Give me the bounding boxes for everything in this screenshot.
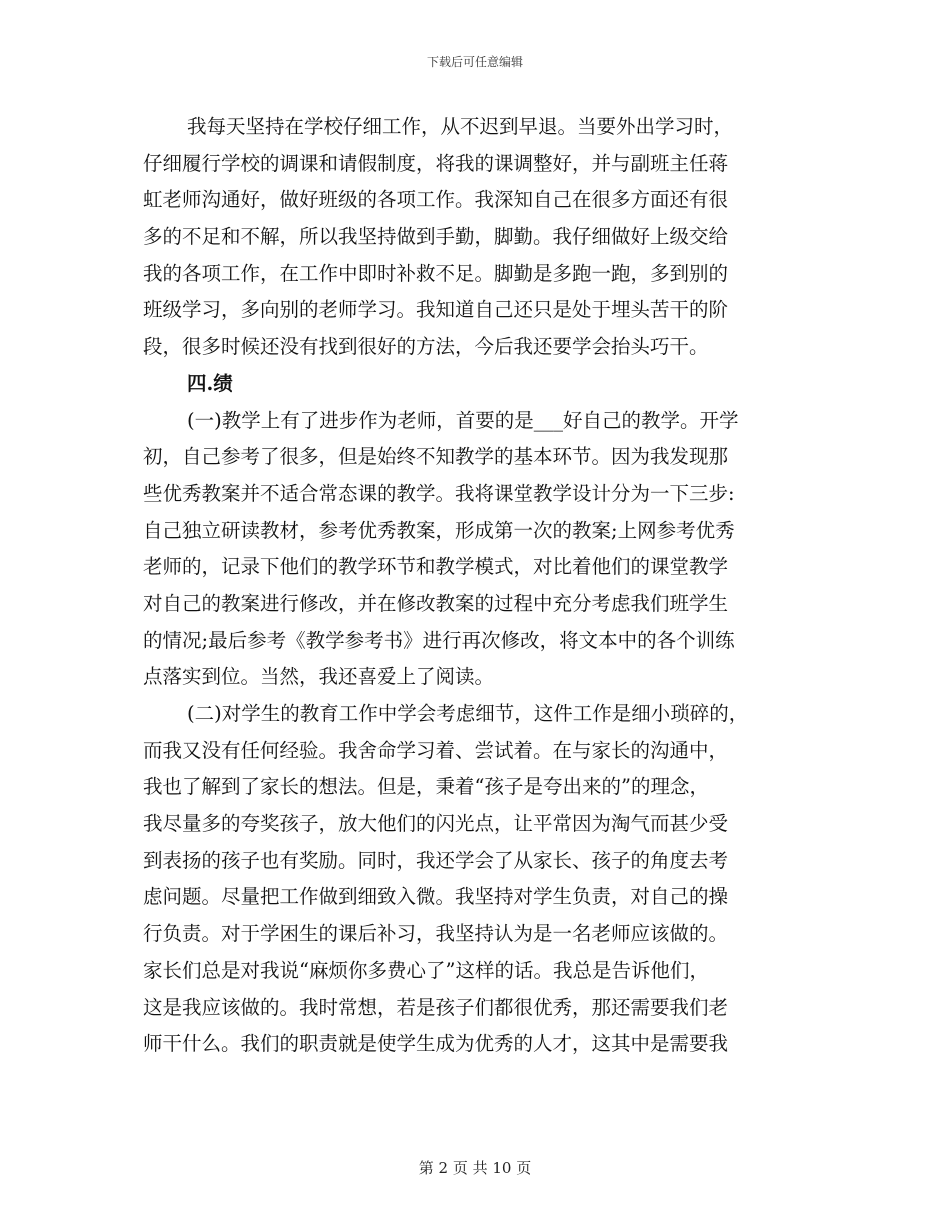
text-line: 点落实到位。当然，我还喜爱上了阅读。: [143, 665, 495, 689]
text-line: 班级学习，多向别的老师学习。我知道自己还只是处于埋头苦干的阶: [143, 298, 729, 322]
page-header: 下载后可任意编辑: [426, 55, 523, 69]
page-number: 第 2 页 共 10 页: [418, 1159, 532, 1177]
text-line: 虹老师沟通好，做好班级的各项工作。我深知自己在很多方面还有很: [143, 188, 729, 212]
text-line: 师干什么。我们的职责就是使学生成为优秀的人才，这其中是需要我: [143, 1032, 729, 1056]
text-line: 老师的，记录下他们的教学环节和教学模式，对比着他们的课堂教学: [143, 555, 729, 579]
section-heading: 四.绩: [187, 371, 233, 395]
text-line: 对自己的教案进行修改，并在修改教案的过程中充分考虑我们班学生: [143, 591, 729, 615]
text-line: 家长们总是对我说“麻烦你多费心了”这样的话。我总是告诉他们，: [143, 958, 709, 982]
text-line: 自己独立研读教材，参考优秀教案，形成第一次的教案;上网参考优秀: [143, 518, 735, 542]
document-body: [143, 109, 807, 1063]
text-line: 些优秀教案并不适合常态课的教学。我将课堂教学设计分为一下三步:: [143, 481, 735, 505]
text-line: 我的各项工作，在工作中即时补救不足。脚勤是多跑一跑，多到别的: [143, 261, 729, 285]
text-line: 这是我应该做的。我时常想，若是孩子们都很优秀，那还需要我们老: [143, 995, 729, 1019]
text-line: (二)对学生的教育工作中学会考虑细节，这件工作是细小琐碎的，: [187, 702, 749, 725]
text-line: 我尽量多的夸奖孩子，放大他们的闪光点，让平常因为淘气而甚少受: [143, 812, 729, 836]
text-line: 我每天坚持在学校仔细工作，从不迟到早退。当要外出学习时，: [187, 115, 734, 138]
text-line: (一)教学上有了进步作为老师，首要的是___好自己的教学。开学: [187, 408, 739, 432]
text-line: 段，很多时候还没有找到很好的方法，今后我还要学会抬头巧干。: [143, 335, 709, 359]
text-line: 行负责。对于学困生的课后补习，我坚持认为是一名老师应该做的。: [143, 922, 729, 946]
text-line: 到表扬的孩子也有奖励。同时，我还学会了从家长、孩子的角度去考: [143, 848, 729, 872]
text-line: 多的不足和不解，所以我坚持做到手勤，脚勤。我仔细做好上级交给: [143, 225, 729, 249]
text-line: 仔细履行学校的调课和请假制度，将我的课调整好，并与副班主任蒋: [143, 151, 729, 175]
text-line: 我也了解到了家长的想法。但是，秉着“孩子是夸出来的”的理念，: [143, 775, 709, 799]
text-line: 而我又没有任何经验。我舍命学习着、尝试着。在与家长的沟通中，: [143, 738, 729, 762]
text-line: 虑问题。尽量把工作做到细致入微。我坚持对学生负责，对自己的操: [143, 885, 729, 909]
text-line: 的情况;最后参考《教学参考书》进行再次修改，将文本中的各个训练: [143, 628, 735, 652]
text-line: 初，自己参考了很多，但是始终不知教学的基本环节。因为我发现那: [143, 445, 729, 469]
